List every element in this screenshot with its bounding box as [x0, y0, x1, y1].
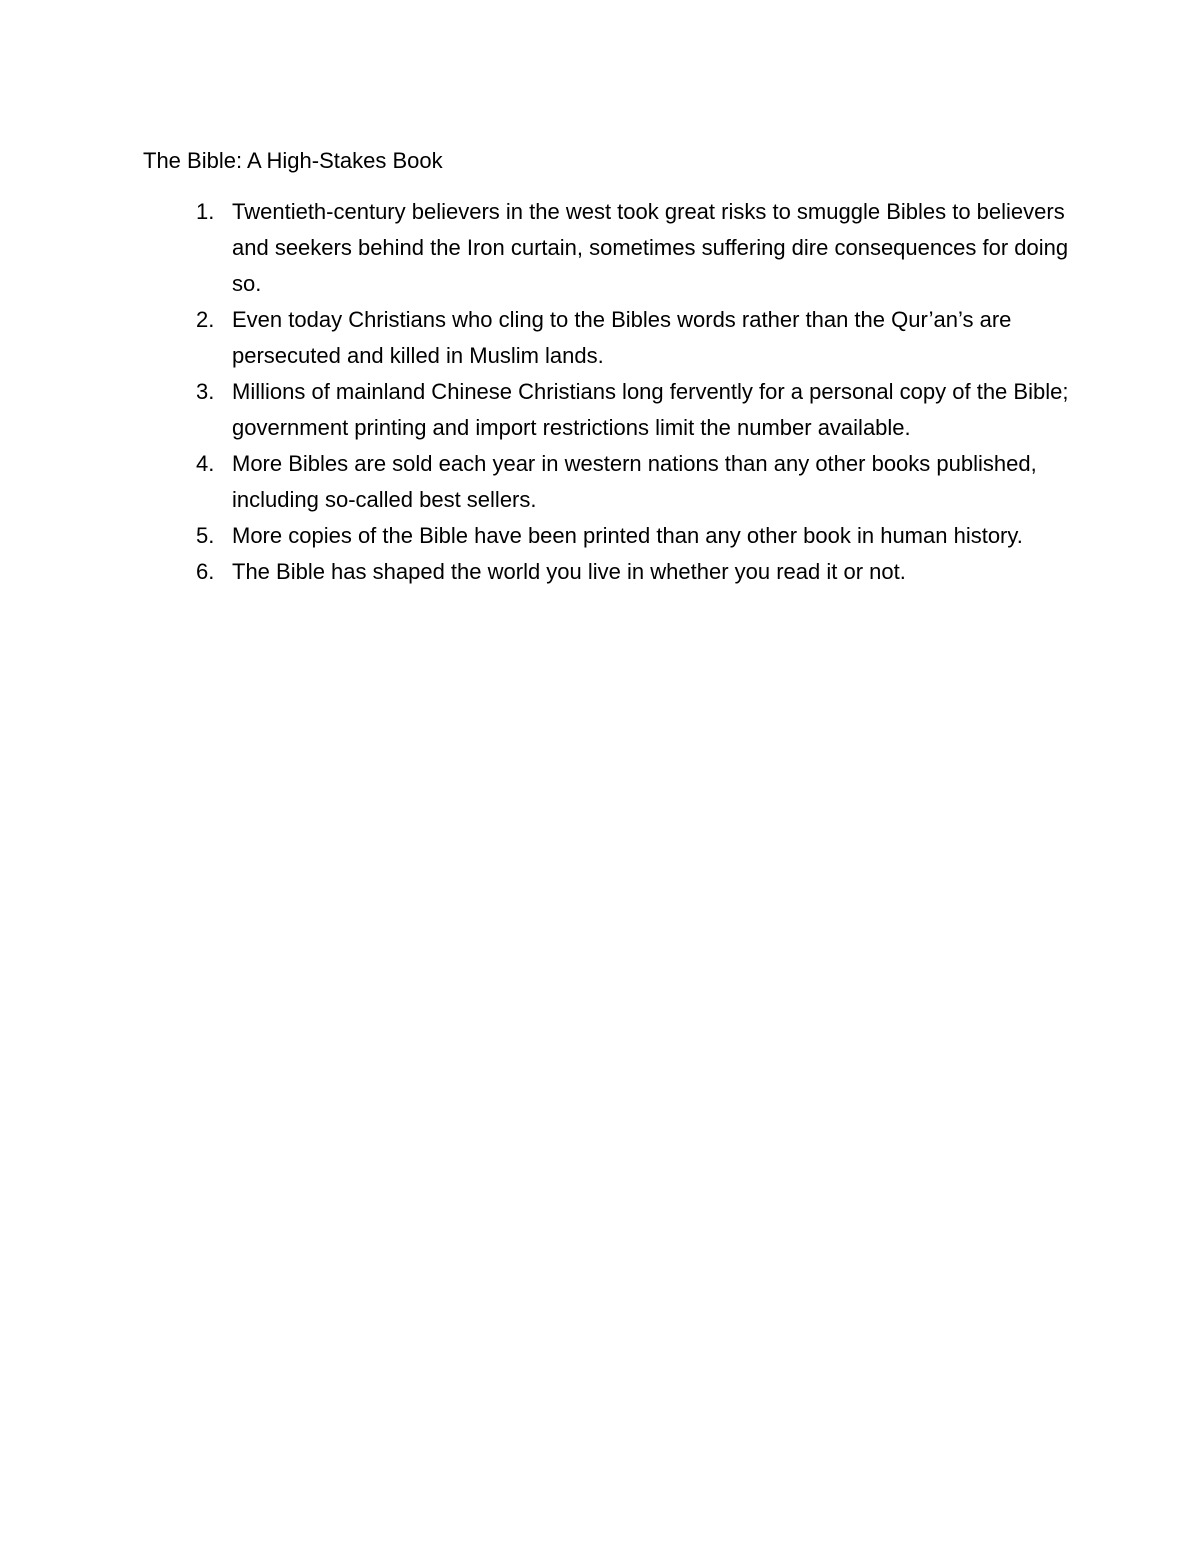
list-item-number: 2.	[196, 307, 215, 332]
list-item-text: Millions of mainland Chinese Christians long fervently for a personal copy of the Bible; government printing and import restrictions limit the number available.	[232, 379, 1069, 440]
document-title: The Bible: A High-Stakes Book	[143, 148, 443, 173]
list-item	[196, 194, 1076, 302]
list-item-text: The Bible has shaped the world you live in whether you read it or not.	[232, 559, 906, 584]
list-item-number: 3.	[196, 379, 215, 404]
list-item-text: Twentieth-century believers in the west took great risks to smuggle Bibles to believers and seekers behind the Iron curtain, sometimes suffering dire consequences for doing so.	[232, 199, 1069, 296]
list-item-number: 6.	[196, 559, 215, 584]
list-item-text: More copies of the Bible have been printed than any other book in human history.	[232, 523, 1023, 548]
list-item-number: 5.	[196, 523, 215, 548]
list-item	[196, 554, 1076, 590]
list-item	[196, 518, 1076, 554]
list-item	[196, 446, 1076, 518]
list-item-number: 4.	[196, 451, 215, 476]
list-item-number: 1.	[196, 199, 215, 224]
list-item	[196, 302, 1076, 374]
numbered-list	[196, 194, 1076, 590]
list-item	[196, 374, 1076, 446]
list-item-text: Even today Christians who cling to the Bibles words rather than the Qur’an’s are persecuted and killed in Muslim lands.	[232, 307, 1012, 368]
list-item-text: More Bibles are sold each year in western nations than any other books published, including so-called best sellers.	[232, 451, 1037, 512]
